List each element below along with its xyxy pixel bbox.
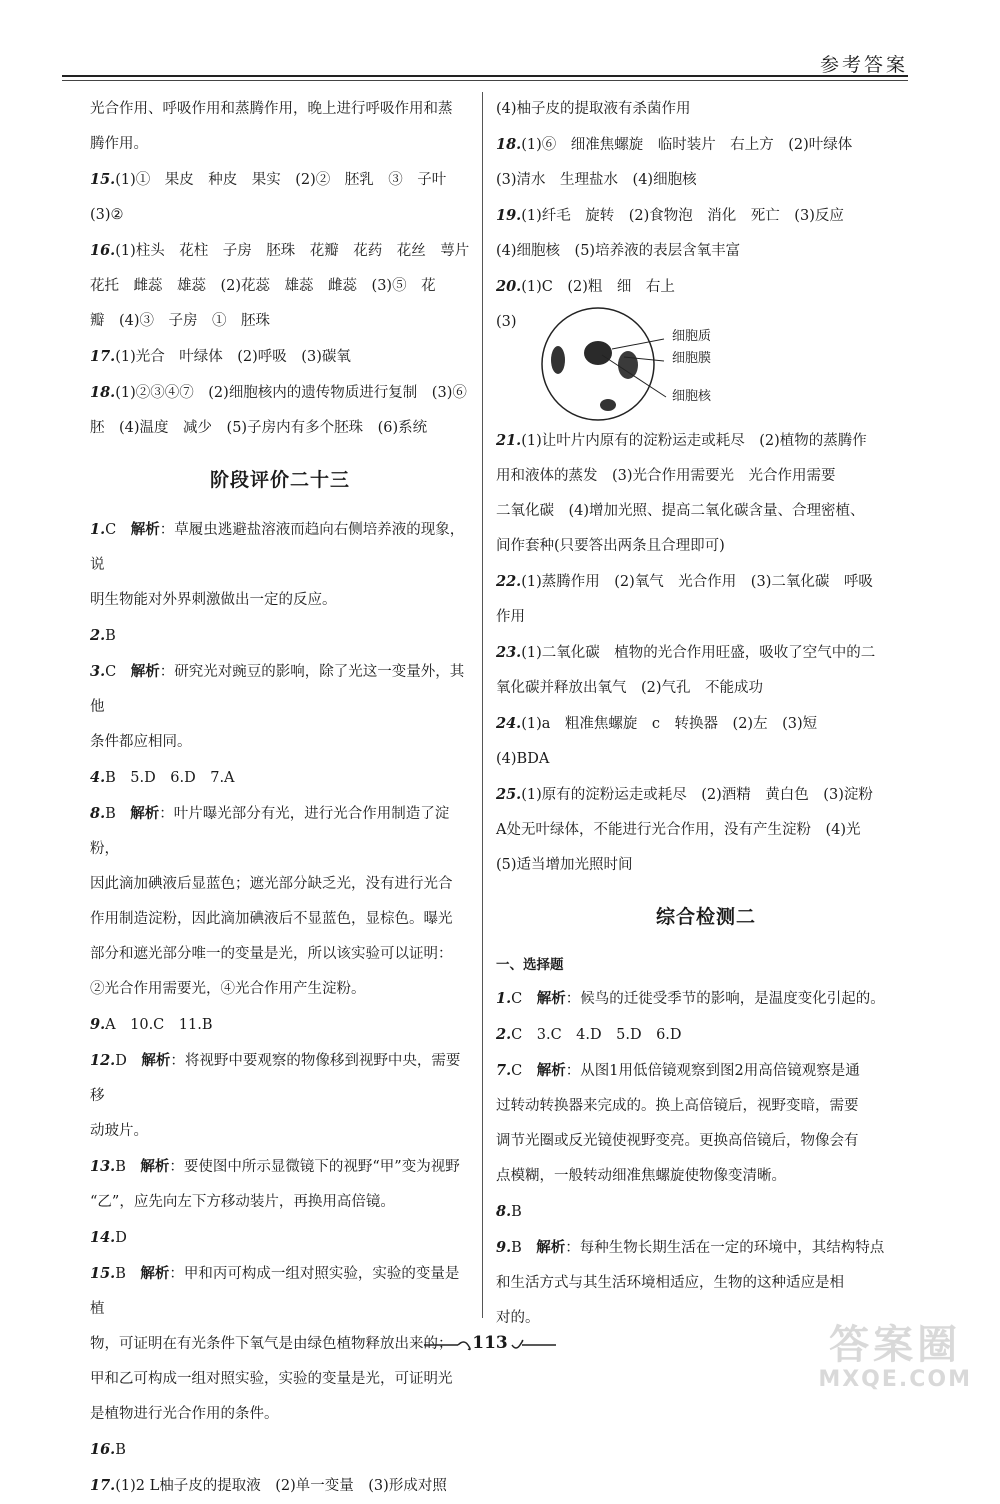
answer-choice: C xyxy=(105,522,117,538)
cell-cluster-right xyxy=(618,351,638,379)
answer-number: 1. xyxy=(496,990,512,1007)
answer-item xyxy=(90,162,470,198)
answer-choice: B 5.D 6.D 7.A xyxy=(105,770,235,786)
answer-text: (1)柱头 花柱 子房 胚珠 花瓣 花药 花丝 萼片 xyxy=(115,243,470,259)
analysis-label: 解析 xyxy=(130,521,160,538)
answer-text: ：每种生物长期生活在一定的环境中，其结构特点 xyxy=(565,1240,885,1256)
cell-cluster-left xyxy=(551,346,565,374)
answer-choice: C xyxy=(105,664,117,680)
answer-number: 17. xyxy=(90,1477,116,1494)
answer-choice: C xyxy=(511,1063,523,1079)
answer-continuation: 动玻片。 xyxy=(90,1123,148,1139)
answer-text: (1)① 果皮 种皮 果实 (2)② 胚乳 ③ 子叶 xyxy=(115,172,447,188)
answer-item xyxy=(496,423,916,459)
answer-number: 15. xyxy=(90,1265,116,1282)
answer-choice: B xyxy=(115,1159,126,1175)
answer-item xyxy=(90,760,470,796)
section-title: 综合检测二 xyxy=(655,906,756,928)
answer-number: 7. xyxy=(496,1062,512,1079)
figure-label: 细胞膜 xyxy=(672,351,712,366)
answer-text: ：从图1用低倍镜观察到图2用高倍镜观察是通 xyxy=(565,1063,860,1079)
answer-item xyxy=(90,1432,470,1468)
section-title: 阶段评价二十三 xyxy=(209,469,350,491)
answer-item xyxy=(90,233,470,269)
answer-continuation: (3)② xyxy=(90,207,124,223)
answer-continuation: 部分和遮光部分唯一的变量是光，所以该实验可以证明： xyxy=(90,946,453,962)
answer-item xyxy=(90,375,470,411)
answer-number: 1. xyxy=(90,521,106,538)
answer-number: 24. xyxy=(496,715,522,732)
analysis-label: 解析 xyxy=(141,1052,171,1069)
figure-label: 细胞核 xyxy=(672,389,712,404)
answer-text: ：甲和丙可构成一组对照实验，实验的变量是植 xyxy=(90,1266,460,1317)
answer-text: ：叶片曝光部分有光，进行光合作用制造了淀粉， xyxy=(90,806,450,857)
answer-item xyxy=(90,1220,470,1256)
page-number-footer xyxy=(420,1333,560,1353)
answer-number: 23. xyxy=(496,644,522,661)
answer-number: 18. xyxy=(90,384,116,401)
answer-choice: B xyxy=(115,1442,126,1458)
answer-continuation: 作用制造淀粉，因此滴加碘液后不显蓝色，显棕色。曝光 xyxy=(90,911,453,927)
answer-item xyxy=(496,1194,916,1230)
answer-item xyxy=(496,198,916,234)
figure-number: (3) xyxy=(496,314,517,330)
answer-continuation: 瓣 (4)③ 子房 ① 胚珠 xyxy=(90,313,271,329)
answer-text: ：要使图中所示显微镜下的视野“甲”变为视野 xyxy=(169,1159,460,1175)
left-column xyxy=(90,92,470,1504)
answer-continuation: 花托 雌蕊 雄蕊 (2)花蕊 雄蕊 雌蕊 (3)⑤ 花 xyxy=(90,278,436,294)
answer-continuation: 是植物进行光合作用的条件。 xyxy=(90,1406,279,1422)
answer-number: 25. xyxy=(496,786,522,803)
answer-item xyxy=(90,1468,470,1504)
answer-continuation: (4)柚子皮的提取液有杀菌作用 xyxy=(496,101,691,117)
answer-text: (1)让叶片内原有的淀粉运走或耗尽 (2)植物的蒸腾作 xyxy=(521,433,867,449)
answer-continuation: (5)适当增加光照时间 xyxy=(496,857,633,873)
answer-continuation: 甲和乙可构成一组对照实验，实验的变量是光，可证明光 xyxy=(90,1371,453,1387)
analysis-label: 解析 xyxy=(536,990,566,1007)
answer-choice: C xyxy=(511,991,523,1007)
answer-item xyxy=(496,981,916,1017)
answer-choice: D xyxy=(115,1230,127,1246)
answer-continuation: 物，可证明在有光条件下氧气是由绿色植物释放出来的； xyxy=(90,1336,453,1352)
answer-number: 21. xyxy=(496,432,522,449)
answer-continuation: (3)清水 生理盐水 (4)细胞核 xyxy=(496,172,697,188)
answer-item xyxy=(496,127,916,163)
answer-continuation: 作用 xyxy=(496,609,525,625)
answer-number: 8. xyxy=(90,805,106,822)
header-rule-thick xyxy=(62,75,908,77)
answer-continuation: 明生物能对外界刺激做出一定的反应。 xyxy=(90,592,337,608)
analysis-label: 解析 xyxy=(536,1239,566,1256)
answer-text: (1)②③④⑦ (2)细胞核内的遗传物质进行复制 (3)⑥ xyxy=(115,385,467,401)
answer-item xyxy=(90,1256,470,1327)
page-number: 113 xyxy=(472,1333,508,1353)
answer-text: (1)a 粗准焦螺旋 c 转换器 (2)左 (3)短 xyxy=(521,716,818,732)
header-rule-thin xyxy=(62,80,908,81)
answer-item xyxy=(90,1043,470,1114)
analysis-label: 解析 xyxy=(130,805,160,822)
answer-item xyxy=(90,1149,470,1185)
answer-continuation: ②光合作用需要光，④光合作用产生淀粉。 xyxy=(90,981,366,997)
answer-text: (1)2 L柚子皮的提取液 (2)单一变量 (3)形成对照 xyxy=(115,1478,447,1494)
answer-continuation: A处无叶绿体，不能进行光合作用，没有产生淀粉 (4)光 xyxy=(496,822,861,838)
answer-number: 17. xyxy=(90,348,116,365)
answer-continuation: 间作套种(只要答出两条且合理即可) xyxy=(496,538,725,554)
answer-number: 3. xyxy=(90,663,106,680)
answer-number: 4. xyxy=(90,769,106,786)
answer-number: 14. xyxy=(90,1229,116,1246)
answer-continuation: 条件都应相同。 xyxy=(90,734,192,750)
answer-choice: B xyxy=(511,1240,522,1256)
answer-continuation: 过转动转换器来完成的。换上高倍镜后，视野变暗，需要 xyxy=(496,1098,859,1114)
answer-item xyxy=(90,1007,470,1043)
answer-continuation: 腾作用。 xyxy=(90,136,148,152)
answer-continuation: 点模糊，一般转动细准焦螺旋使物像变清晰。 xyxy=(496,1168,786,1184)
answer-item xyxy=(90,654,470,725)
answer-number: 12. xyxy=(90,1052,116,1069)
analysis-label: 解析 xyxy=(130,663,160,680)
answer-number: 22. xyxy=(496,573,522,590)
answer-text: (1)二氧化碳 植物的光合作用旺盛，吸收了空气中的二 xyxy=(521,645,876,661)
answer-continuation: “乙”，应先向左下方移动装片，再换用高倍镜。 xyxy=(90,1194,395,1210)
watermark-logo xyxy=(818,1323,972,1392)
answer-continuation: 氧化碳并释放出氧气 (2)气孔 不能成功 xyxy=(496,680,764,696)
answer-text: (1)光合 叶绿体 (2)呼吸 (3)碳氧 xyxy=(115,349,351,365)
answer-item xyxy=(496,706,916,742)
answer-choice: C 3.C 4.D 5.D 6.D xyxy=(511,1027,682,1043)
answer-number: 16. xyxy=(90,1441,116,1458)
answer-continuation: 二氧化碳 (4)增加光照、提高二氧化碳含量、合理密植、 xyxy=(496,503,865,519)
answer-item xyxy=(90,339,470,375)
answer-choice: A 10.C 11.B xyxy=(105,1017,213,1033)
subsection-title: 一、选择题 xyxy=(496,957,564,973)
answer-number: 15. xyxy=(90,171,116,188)
answer-item xyxy=(90,796,470,867)
answer-choice: B xyxy=(511,1204,522,1220)
answer-item xyxy=(496,1230,916,1266)
answer-number: 8. xyxy=(496,1203,512,1220)
answer-choice: B xyxy=(105,806,116,822)
answer-text: (1)C (2)粗 细 右上 xyxy=(521,279,675,295)
cell-diagram-figure xyxy=(496,305,916,423)
answer-item xyxy=(496,564,916,600)
answer-continuation: 胚 (4)温度 减少 (5)子房内有多个胚珠 (6)系统 xyxy=(90,420,428,436)
answer-continuation: 因此滴加碘液后显蓝色；遮光部分缺乏光，没有进行光合 xyxy=(90,876,453,892)
answer-continuation: (4)细胞核 (5)培养液的表层含氧丰富 xyxy=(496,243,741,259)
analysis-label: 解析 xyxy=(536,1062,566,1079)
column-divider xyxy=(482,92,483,1318)
answer-item xyxy=(496,269,916,305)
answer-text: (1)蒸腾作用 (2)氧气 光合作用 (3)二氧化碳 呼吸 xyxy=(521,574,873,590)
answer-number: 19. xyxy=(496,207,522,224)
answer-number: 9. xyxy=(90,1016,106,1033)
answer-text: ：将视野中要观察的物像移到视野中央，需要移 xyxy=(90,1053,461,1104)
answer-choice: D xyxy=(115,1053,127,1069)
answer-number: 20. xyxy=(496,278,522,295)
answer-text: (1)原有的淀粉运走或耗尽 (2)酒精 黄白色 (3)淀粉 xyxy=(521,787,873,803)
answer-continuation: 和生活方式与其生活环境相适应，生物的这种适应是相 xyxy=(496,1275,844,1291)
answer-continuation: 用和液体的蒸发 (3)光合作用需要光 光合作用需要 xyxy=(496,468,836,484)
answer-item xyxy=(496,1053,916,1089)
answer-continuation: 调节光圈或反光镜使视野变亮。更换高倍镜后，物像会有 xyxy=(496,1133,859,1149)
watermark-text: 答案圈 xyxy=(829,1322,962,1368)
answer-text: ：草履虫逃避盐溶液而趋向右侧培养液的现象，说 xyxy=(90,522,465,573)
answer-item xyxy=(496,777,916,813)
microscope-field-diagram xyxy=(536,305,776,423)
answer-item xyxy=(496,635,916,671)
answer-number: 13. xyxy=(90,1158,116,1175)
analysis-label: 解析 xyxy=(140,1265,170,1282)
cell-cluster-bottom xyxy=(600,399,616,411)
watermark-url: MXQE.COM xyxy=(818,1367,972,1392)
running-header-title: 参考答案 xyxy=(819,54,908,76)
right-column xyxy=(496,92,916,1336)
answer-continuation: (4)BDA xyxy=(496,751,550,767)
answer-number: 18. xyxy=(496,136,522,153)
figure-label: 细胞质 xyxy=(672,329,712,344)
answer-continuation: 对的。 xyxy=(496,1310,540,1326)
answer-choice: B xyxy=(115,1266,126,1282)
answer-choice: B xyxy=(105,628,116,644)
answer-number: 2. xyxy=(496,1026,512,1043)
answer-item xyxy=(90,512,470,583)
answer-number: 16. xyxy=(90,242,116,259)
analysis-label: 解析 xyxy=(140,1158,170,1175)
answer-text: ：候鸟的迁徙受季节的影响，是温度变化引起的。 xyxy=(565,991,885,1007)
answer-continuation: 光合作用、呼吸作用和蒸腾作用，晚上进行呼吸作用和蒸 xyxy=(90,101,453,117)
answer-text: ：研究光对豌豆的影响，除了光这一变量外，其他 xyxy=(90,664,465,715)
cell-cluster-center xyxy=(584,341,612,365)
answer-item xyxy=(90,618,470,654)
answer-text: (1)纤毛 旋转 (2)食物泡 消化 死亡 (3)反应 xyxy=(521,208,844,224)
answer-item xyxy=(496,1017,916,1053)
answer-text: (1)⑥ 细准焦螺旋 临时装片 右上方 (2)叶绿体 xyxy=(521,137,853,153)
answer-number: 9. xyxy=(496,1239,512,1256)
pointer-line-cytoplasm xyxy=(612,339,664,349)
answer-number: 2. xyxy=(90,627,106,644)
